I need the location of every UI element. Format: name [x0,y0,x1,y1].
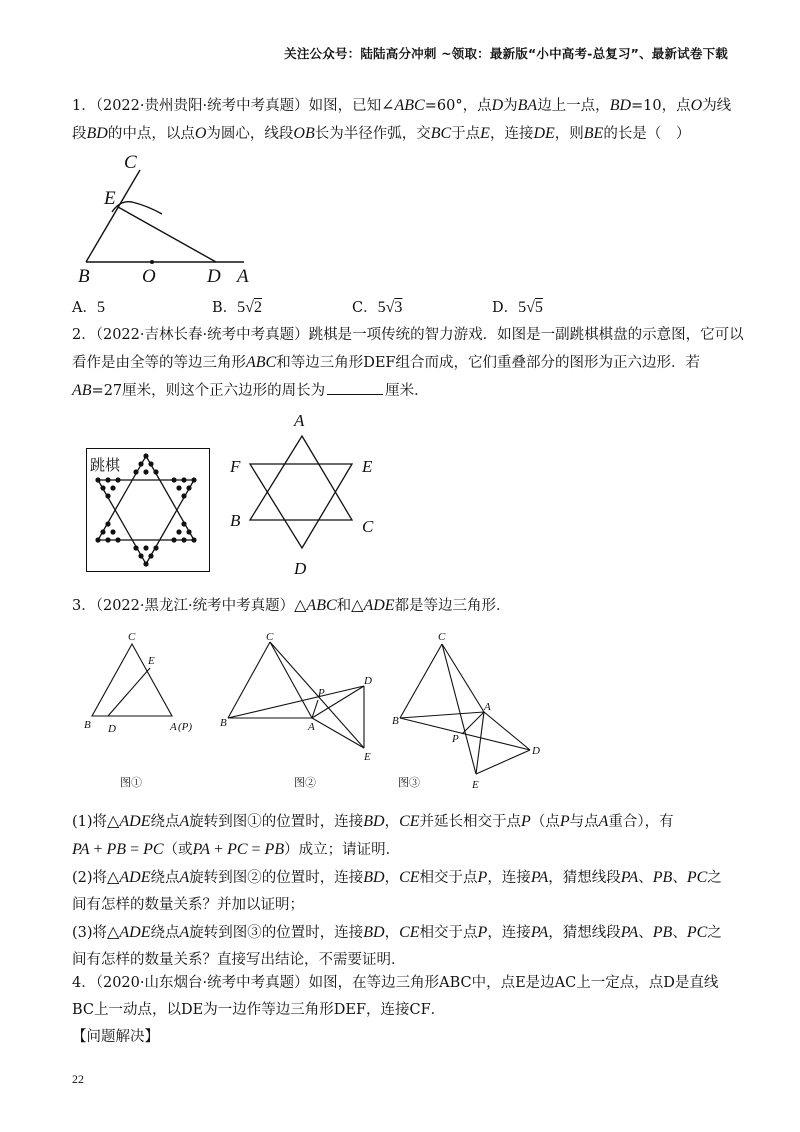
label-e: E [104,188,116,209]
page-number: 22 [72,1072,84,1086]
label-b: B [230,511,241,530]
text: ，猜想线段 [548,925,621,941]
q3-line-1 [72,592,728,620]
math-angle: ∠ [381,97,395,114]
text: 厘米． [385,383,429,399]
q4-line-2: BC上一动点，以DE为一边作等边三角形DEF，连接CF． [72,1002,446,1018]
radicand: 2 [253,299,262,316]
text: 绕点 [150,870,180,886]
math: ADE [119,924,151,941]
q3-figure-3 [390,630,550,792]
q4-line-3: 【问题解决】 [72,1029,159,1045]
math: ADE [363,597,395,614]
text: 为 [503,98,518,114]
math-triangle: △ [107,869,120,886]
math: A [598,813,609,830]
text: 旋转到图②的位置时，连接 [189,870,364,886]
math: ADE [119,869,151,886]
math: BD [86,125,108,142]
board-label: 跳棋 [90,458,121,474]
caption-fig-2: 图② [294,777,316,789]
text: =60°，点 [424,98,492,114]
caption-fig-3: 图③ [398,777,420,789]
math: A [179,813,190,830]
sqrt-icon: √ [385,299,395,316]
math: ADE [119,813,151,830]
text: 长为半径作弧，交 [314,126,431,142]
math: PA [530,869,549,886]
label-c: C [128,631,136,643]
caption-fig-1: 图① [120,777,142,789]
q2-line-1: 2．（2022·吉林长春·统考中考真题）跳棋是一项传统的智力游戏．如图是一副跳棋棋盘的示意图，它可以 [72,327,744,343]
label-p: (P) [178,721,193,733]
math: P [521,813,531,830]
radicand: 3 [394,299,403,316]
label-d: D [108,723,116,735]
math: BA [517,97,538,114]
q3-figure-1 [82,630,212,790]
text: ，连接 [487,870,531,886]
text: 看作是由全等的等边三角形 [72,355,246,371]
q2-line-3 [72,377,728,405]
option-a[interactable] [72,296,105,317]
text: 和 [336,598,352,614]
q2-line-2 [72,349,728,377]
text: 都是等边三角形． [394,598,511,614]
math: PB [652,924,673,941]
segment-de [118,207,216,262]
math-triangle: △ [107,813,120,830]
math: DE [533,125,555,142]
option-value: 5 [96,299,105,316]
label-d: D [364,675,372,687]
text: (1)将 [72,814,108,830]
text: 旋转到图③的位置时，连接 [189,925,364,941]
q3-part-1-line-2 [72,836,728,864]
math: PB [652,869,673,886]
math: D [491,97,504,114]
q3-part-2-line-1 [72,864,728,892]
text: (3)将 [72,925,108,941]
text: 并延长相交于点 [419,814,522,830]
text: 的中点，以点 [107,126,195,142]
label-e: E [472,779,479,791]
math: ABC [306,597,337,614]
option-b[interactable] [212,296,262,317]
label-c: C [124,152,137,173]
label-b: B [392,715,399,727]
text: ， [384,925,400,941]
math: PC [143,841,164,858]
q1-line-1 [72,92,732,120]
text: ， [384,870,400,886]
q4-line-1: 4．（2020·山东烟台·统考中考真题）如图，在等边三角形ABC中，点E是边AC上一定点，点D是直线 [72,975,719,991]
text: 1．（2022·贵州贵阳·统考中考真题）如图，已知 [72,98,382,114]
q3-figure-2 [218,630,390,790]
math: P [477,869,488,886]
math: PA [620,869,639,886]
label-d: D [207,266,221,287]
question-1 [72,92,732,148]
q3-part-2-line-2: 间有怎样的数量关系？并加以证明； [72,897,304,913]
label-b: B [78,266,90,287]
label-d: D [294,559,307,578]
page-header: 关注公众号：陆陆高分冲刺 ~领取：最新版“小中高考-总复习”、最新试卷下载 [284,46,728,61]
question-2 [72,322,744,405]
math-op: + [210,841,228,858]
math: BD [609,97,632,114]
math-op: + [89,841,107,858]
text: ，连接 [487,925,531,941]
math: PA [620,924,639,941]
math-triangle: △ [294,597,307,614]
label-e: E [148,655,155,667]
text: 为圆心，线段 [206,126,294,142]
q3-part-1-line-1 [72,808,728,836]
math: ABC [394,97,425,114]
math: BD [363,813,385,830]
label-f: F [230,457,241,476]
math-op: = [247,841,265,858]
text: ，连接 [489,126,534,142]
text: ，猜想线段 [548,870,621,886]
math: O [194,125,207,142]
text: 于点 [451,126,481,142]
label-e: E [362,457,373,476]
text: 之 [707,925,722,941]
point-o [150,260,154,264]
text: 、 [672,870,687,886]
segment-bc [86,170,140,262]
checkers-board-figure [86,448,210,572]
question-4 [72,970,728,1051]
math: A [179,924,190,941]
text: 、 [672,925,687,941]
text: 边上一点， [537,98,610,114]
text: 绕点 [150,814,180,830]
math: O [690,97,703,114]
label-a: A [308,721,315,733]
text: ， [384,814,400,830]
label-a: A [170,721,177,733]
sqrt-icon: √ [526,299,535,316]
option-letter: A． [72,300,97,316]
option-letter: B． [212,300,238,316]
label-d: D [532,745,540,757]
label-p: P [452,733,459,745]
text: ，则 [554,126,584,142]
text: （或 [163,842,193,858]
math: PA [72,841,90,858]
math: CE [399,924,420,941]
math: P [559,813,570,830]
math: PC [686,924,708,941]
star-figure [226,408,386,580]
radicand: 5 [534,299,543,316]
text: 的长是（ ） [603,126,691,142]
triangle-abc [250,436,352,520]
label-p: P [318,687,325,699]
math: P [477,924,488,941]
text: 重合），有 [608,814,674,830]
text: =27厘米，则这个正六边形的周长为 [91,383,326,399]
label-b: B [84,719,91,731]
math: BC [430,125,452,142]
math: PB [106,841,127,858]
text: 、 [638,870,653,886]
option-value: 5 [237,299,246,316]
q3-part-3-line-1 [72,919,728,947]
answer-blank[interactable] [327,380,383,395]
q3-part-3-line-2: 间有怎样的数量关系？直接写出结论，不需要证明． [72,952,406,968]
text: 绕点 [150,925,180,941]
math: BD [363,869,385,886]
math: PA [192,841,211,858]
q1-line-2 [72,120,728,148]
option-letter: C． [352,300,378,316]
text: 相交于点 [419,870,478,886]
text: 与点 [569,814,599,830]
math-op: = [126,841,144,858]
option-d[interactable] [492,296,543,317]
math: CE [399,813,420,830]
math: PC [686,869,708,886]
math: PC [227,841,248,858]
label-c: C [266,631,274,643]
triangle-def [250,464,352,548]
math: CE [399,869,420,886]
text: 之 [707,870,722,886]
label-a: A [237,266,249,287]
text: （点 [530,814,560,830]
math: E [480,125,490,142]
math: PB [264,841,285,858]
text: 为线 [702,98,732,114]
math: OB [293,125,315,142]
label-e: E [364,751,371,763]
text: 旋转到图①的位置时，连接 [189,814,364,830]
text: 段 [72,126,87,142]
q1-figure [72,150,272,290]
math-triangle: △ [351,597,364,614]
math: BD [363,924,385,941]
option-value: 5 [377,299,386,316]
option-value: 5 [518,299,527,316]
label-a: A [484,701,491,713]
label-o: O [142,266,156,287]
math: ABC [246,354,277,371]
text: 相交于点 [419,925,478,941]
text: =10，点 [631,98,691,114]
option-c[interactable] [352,296,402,317]
sqrt-icon: √ [245,299,254,316]
text: 3．（2022·黑龙江·统考中考真题） [72,598,295,614]
label-c: C [438,631,446,643]
question-3 [72,592,728,620]
label-a: A [294,411,305,430]
label-c: C [362,517,374,536]
math-triangle: △ [107,924,120,941]
label-b: B [220,717,227,729]
text: (2)将 [72,870,108,886]
math: PA [530,924,549,941]
question-3-parts [72,808,728,974]
text: 和等边三角形DEF组合而成，它们重叠部分的图形为正六边形．若 [276,355,700,371]
math: AB [72,382,92,399]
text: 、 [638,925,653,941]
math: A [179,869,190,886]
text: ）成立；请证明． [284,842,401,858]
option-letter: D． [492,300,519,316]
math: BE [583,125,604,142]
